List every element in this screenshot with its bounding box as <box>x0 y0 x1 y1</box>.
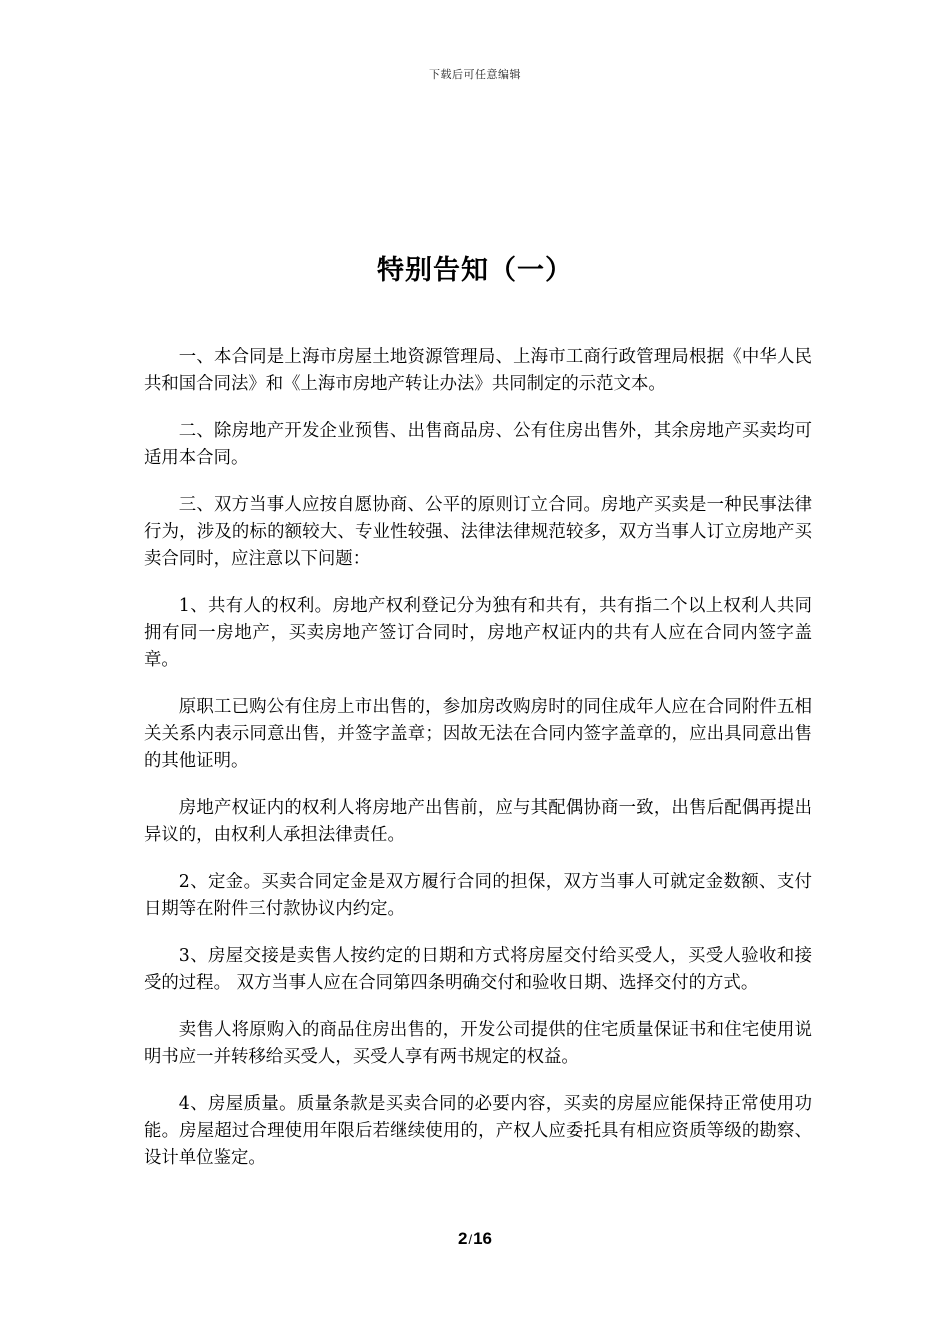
paragraph-clause-3: 三、双方当事人应按自愿协商、公平的原则订立合同。房地产买卖是一种民事法律行为，涉及的标的额较大、专业性较强、法律法律规范较多，双方当事人订立房地产买卖合同时，应注意以下问题： <box>144 495 812 569</box>
document-body <box>144 344 812 1192</box>
paragraph-spouse-consent: 房地产权证内的权利人将房地产出售前，应与其配偶协商一致，出售后配偶再提出异议的，由权利人承担法律责任。 <box>144 798 812 845</box>
page-number <box>0 1229 950 1249</box>
page-separator: / <box>468 1232 473 1247</box>
paragraph-clause-1: 一、本合同是上海市房屋土地资源管理局、上海市工商行政管理局根据《中华人民共和国合同法》和《上海市房地产转让办法》共同制定的示范文本。 <box>144 347 812 394</box>
paragraph-handover: 3、房屋交接是卖售人按约定的日期和方式将房屋交付给买受人，买受人验收和接受的过程。 双方当事人应在合同第四条明确交付和验收日期、选择交付的方式。 <box>144 946 812 993</box>
current-page: 2 <box>457 1229 468 1248</box>
total-pages: 16 <box>473 1229 492 1248</box>
header-note: 下载后可任意编辑 <box>429 68 521 81</box>
paragraph-public-housing: 原职工已购公有住房上市出售的，参加房改购房时的同住成年人应在合同附件五相关关系内表示同意出售，并签字盖章；因故无法在合同内签字盖章的，应出具同意出售的其他证明。 <box>144 697 812 771</box>
paragraph-clause-2: 二、除房地产开发企业预售、出售商品房、公有住房出售外，其余房地产买卖均可适用本合同。 <box>144 421 812 468</box>
paragraph-deposit: 2、定金。买卖合同定金是双方履行合同的担保，双方当事人可就定金数额、支付日期等在附件三付款协议内约定。 <box>144 872 812 919</box>
paragraph-quality-certificate: 卖售人将原购入的商品住房出售的，开发公司提供的住宅质量保证书和住宅使用说明书应一并转移给买受人，买受人享有两书规定的权益。 <box>144 1020 812 1067</box>
document-title: 特别告知（一） <box>377 255 573 286</box>
paragraph-house-quality: 4、房屋质量。质量条款是买卖合同的必要内容，买卖的房屋应能保持正常使用功能。房屋超过合理使用年限后若继续使用的，产权人应委托具有相应资质等级的勘察、设计单位鉴定。 <box>144 1094 812 1168</box>
paragraph-co-owner-rights: 1、共有人的权利。房地产权利登记分为独有和共有，共有指二个以上权利人共同拥有同一房地产，买卖房地产签订合同时，房地产权证内的共有人应在合同内签字盖章。 <box>144 596 812 670</box>
